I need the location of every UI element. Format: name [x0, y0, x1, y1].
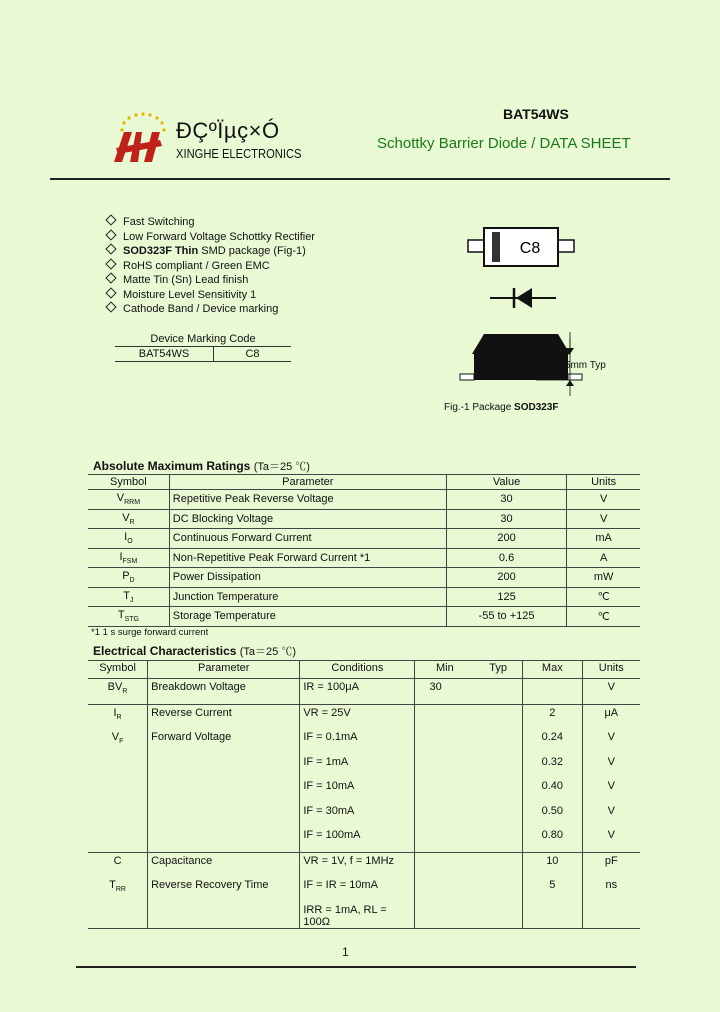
elec-unit: V: [582, 778, 640, 803]
abs-max-param: Power Dissipation: [169, 568, 446, 588]
feature-text-bold: SOD323F Thin: [123, 245, 199, 257]
abs-max-note: *1 1 s surge forward current: [91, 627, 209, 638]
abs-max-symbol: $I_{FSM}$: [88, 548, 169, 568]
abs-max-symbol: $V_R$: [88, 509, 169, 529]
feature-item: [107, 302, 315, 317]
diamond-bullet-icon: [105, 243, 116, 254]
abs-max-value: 0.6: [446, 548, 566, 568]
abs-max-condition: (Ta＝25 ℃): [253, 461, 310, 473]
part-number: BAT54WS: [503, 106, 569, 122]
abs-max-value: 30: [446, 509, 566, 529]
abs-max-param: Repetitive Peak Reverse Voltage: [169, 490, 446, 510]
elec-param: [148, 754, 300, 779]
feature-text: Fast Switching: [123, 216, 195, 228]
elec-unit: μA: [582, 704, 640, 729]
elec-unit: ns: [582, 877, 640, 902]
feature-item: [107, 273, 315, 288]
elec-symbol: $I_R$: [88, 704, 148, 729]
elec-param: Reverse Recovery Time: [148, 877, 300, 902]
feature-item: [107, 244, 315, 259]
elec-min: [415, 729, 474, 754]
abs-max-header: Parameter: [169, 475, 446, 490]
elec-row: [88, 778, 640, 803]
footer-divider: [76, 966, 636, 968]
feature-text: RoHS compliant / Green EMC: [123, 259, 270, 272]
abs-max-row: [88, 548, 640, 568]
elec-param: [148, 778, 300, 803]
elec-header: Min: [415, 661, 474, 679]
package-dimension: 0.65mm Typ: [551, 360, 606, 371]
abs-max-row: [88, 490, 640, 510]
figure-caption-prefix: Fig.-1 Package: [444, 402, 515, 413]
symbol-subscript: R: [116, 713, 122, 721]
elec-header: Symbol: [88, 661, 148, 679]
abs-max-unit: ℃: [567, 607, 640, 627]
elec-row: [88, 803, 640, 828]
symbol-subscript: D: [129, 577, 135, 585]
abs-max-header: Units: [567, 475, 640, 490]
elec-condition: VR = 1V, f = 1MHz: [300, 852, 415, 877]
elec-unit: V: [582, 754, 640, 779]
elec-symbol: [88, 778, 148, 803]
elec-param: Capacitance: [148, 852, 300, 877]
elec-condition: IF = 10mA: [300, 778, 415, 803]
elec-row: [88, 852, 640, 877]
elec-symbol: $BV_R$: [107, 681, 128, 696]
elec-title: [93, 643, 296, 659]
elec-min: [415, 827, 474, 852]
elec-condition: IF = 100mA: [300, 827, 415, 852]
elec-param: Breakdown Voltage: [148, 679, 300, 705]
elec-min: [415, 754, 474, 779]
elec-max: 0.50: [523, 803, 583, 828]
elec-symbol: $T_{RR}$: [109, 879, 126, 894]
abs-max-symbol: $T_J$: [88, 587, 169, 607]
elec-typ: [474, 754, 522, 779]
abs-max-symbol: $V_{RRM}$: [88, 490, 169, 510]
elec-typ: [474, 729, 522, 754]
elec-typ: [474, 877, 522, 902]
elec-header: Units: [582, 661, 640, 679]
elec-row: [88, 902, 640, 929]
symbol-subscript: J: [130, 596, 134, 604]
elec-condition: IF = 0.1mA: [300, 729, 415, 754]
abs-max-unit: A: [567, 548, 640, 568]
diamond-bullet-icon: [105, 214, 116, 225]
elec-condition: IR = 100μA: [300, 679, 415, 705]
feature-item: [107, 215, 315, 230]
elec-max: 5: [523, 877, 583, 902]
symbol-subscript: R: [122, 688, 128, 696]
elec-unit: V: [582, 827, 640, 852]
symbol-subscript: F: [119, 738, 124, 746]
elec-min: [415, 704, 474, 729]
abs-max-param: Storage Temperature: [169, 607, 446, 627]
elec-max: 0.24: [523, 729, 583, 754]
abs-max-param: Junction Temperature: [169, 587, 446, 607]
marking-code: C8: [214, 347, 292, 362]
abs-max-param: Non-Repetitive Peak Forward Current *1: [169, 548, 446, 568]
figure-caption: [444, 402, 559, 413]
elec-min: [415, 778, 474, 803]
header-divider: [50, 178, 670, 180]
elec-max: [523, 902, 583, 929]
elec-header: Max: [523, 661, 583, 679]
elec-min: [415, 902, 474, 929]
symbol-subscript: RRM: [124, 499, 141, 507]
abs-max-header: Value: [446, 475, 566, 490]
elec-table: [88, 660, 640, 929]
diamond-bullet-icon: [105, 258, 116, 269]
symbol-subscript: RR: [115, 886, 126, 894]
elec-symbol: [88, 827, 148, 852]
elec-symbol: C: [88, 852, 148, 877]
abs-max-unit: mW: [567, 568, 640, 588]
abs-max-row: [88, 568, 640, 588]
elec-max: 0.32: [523, 754, 583, 779]
elec-unit: V: [582, 729, 640, 754]
abs-max-value: 200: [446, 529, 566, 549]
elec-param: [148, 827, 300, 852]
abs-max-symbol: $P_D$: [88, 568, 169, 588]
abs-max-value: -55 to +125: [446, 607, 566, 627]
elec-condition: IRR = 1mA, RL = 100Ω: [300, 902, 415, 929]
elec-header: Conditions: [300, 661, 415, 679]
elec-typ: [474, 778, 522, 803]
figure-caption-package: SOD323F: [514, 402, 559, 413]
elec-max: 2: [523, 704, 583, 729]
abs-max-value: 125: [446, 587, 566, 607]
abs-max-value: 30: [446, 490, 566, 510]
abs-max-symbol: $I_O$: [88, 529, 169, 549]
feature-text: Matte Tin (Sn) Lead finish: [123, 274, 249, 286]
abs-max-heading: Absolute Maximum Ratings: [93, 459, 251, 473]
marking-table: [115, 332, 291, 362]
abs-max-row: [88, 529, 640, 549]
abs-max-row: [88, 509, 640, 529]
package-drawing: [440, 220, 640, 420]
company-logo: [110, 110, 172, 166]
feature-item: [107, 259, 315, 274]
elec-condition: VR = 25V: [300, 704, 415, 729]
abs-max-row: [88, 587, 640, 607]
abs-max-param: DC Blocking Voltage: [169, 509, 446, 529]
elec-max: [523, 679, 583, 705]
elec-unit: V: [582, 679, 640, 705]
elec-typ: [474, 704, 522, 729]
elec-param: Forward Voltage: [148, 729, 300, 754]
abs-max-table: [88, 474, 640, 627]
elec-condition: IF = 1mA: [300, 754, 415, 779]
elec-symbol: [88, 902, 148, 929]
page-number: 1: [342, 945, 349, 959]
elec-max: 0.40: [523, 778, 583, 803]
abs-max-unit: mA: [567, 529, 640, 549]
elec-unit: pF: [582, 852, 640, 877]
elec-param: [148, 803, 300, 828]
abs-max-unit: V: [567, 490, 640, 510]
abs-max-unit: ℃: [567, 587, 640, 607]
elec-min: [415, 852, 474, 877]
abs-max-header: Symbol: [88, 475, 169, 490]
symbol-subscript: FSM: [122, 557, 138, 565]
elec-condition: IF = IR = 10mA: [300, 877, 415, 902]
elec-param: Reverse Current: [148, 704, 300, 729]
company-name-en: XINGHE ELECTRONICS: [176, 146, 302, 161]
package-label: C8: [519, 240, 541, 257]
elec-header: Parameter: [148, 661, 300, 679]
symbol-subscript: O: [127, 538, 133, 546]
elec-row: [88, 679, 640, 705]
elec-max: 0.80: [523, 827, 583, 852]
elec-symbol: [88, 803, 148, 828]
elec-typ: [474, 827, 522, 852]
feature-text: SMD package (Fig-1): [198, 245, 306, 257]
elec-min: [415, 803, 474, 828]
symbol-subscript: R: [129, 518, 135, 526]
document-subtitle: Schottky Barrier Diode / DATA SHEET: [377, 135, 631, 152]
abs-max-param: Continuous Forward Current: [169, 529, 446, 549]
elec-heading: Electrical Characteristics: [93, 644, 237, 658]
diamond-bullet-icon: [105, 272, 116, 283]
elec-min: [415, 877, 474, 902]
elec-min: 30: [415, 679, 474, 705]
feature-item: [107, 288, 315, 303]
elec-header: Typ: [474, 661, 522, 679]
abs-max-symbol: $T_{STG}$: [88, 607, 169, 627]
elec-symbol: [88, 754, 148, 779]
feature-text: Low Forward Voltage Schottky Rectifier: [123, 230, 315, 243]
elec-condition: (Ta＝25 ℃): [239, 646, 297, 658]
feature-text: Cathode Band / Device marking: [123, 303, 279, 315]
company-name-cn: ÐÇºÏµç×Ó: [176, 118, 280, 143]
elec-condition: IF = 30mA: [300, 803, 415, 828]
elec-row: [88, 729, 640, 754]
elec-param: [148, 902, 300, 929]
marking-title: Device Marking Code: [115, 332, 291, 347]
feature-list: [107, 215, 315, 317]
abs-max-row: [88, 607, 640, 627]
abs-max-title: [93, 458, 310, 474]
elec-symbol: $V_F$: [111, 731, 124, 746]
elec-typ: [474, 803, 522, 828]
elec-typ: [474, 679, 522, 705]
elec-typ: [474, 852, 522, 877]
abs-max-value: 200: [446, 568, 566, 588]
elec-unit: [582, 902, 640, 929]
symbol-subscript: STG: [124, 616, 139, 624]
feature-item: [107, 230, 315, 245]
elec-row: [88, 704, 640, 729]
feature-text: Moisture Level Sensitivity 1: [123, 288, 257, 301]
elec-row: [88, 754, 640, 779]
marking-part: BAT54WS: [115, 347, 214, 362]
abs-max-unit: V: [567, 509, 640, 529]
elec-unit: V: [582, 803, 640, 828]
elec-typ: [474, 902, 522, 929]
elec-max: 10: [523, 852, 583, 877]
elec-row: [88, 827, 640, 852]
diamond-bullet-icon: [105, 287, 116, 298]
diamond-bullet-icon: [105, 229, 116, 240]
diamond-bullet-icon: [105, 301, 116, 312]
elec-row: [88, 877, 640, 902]
